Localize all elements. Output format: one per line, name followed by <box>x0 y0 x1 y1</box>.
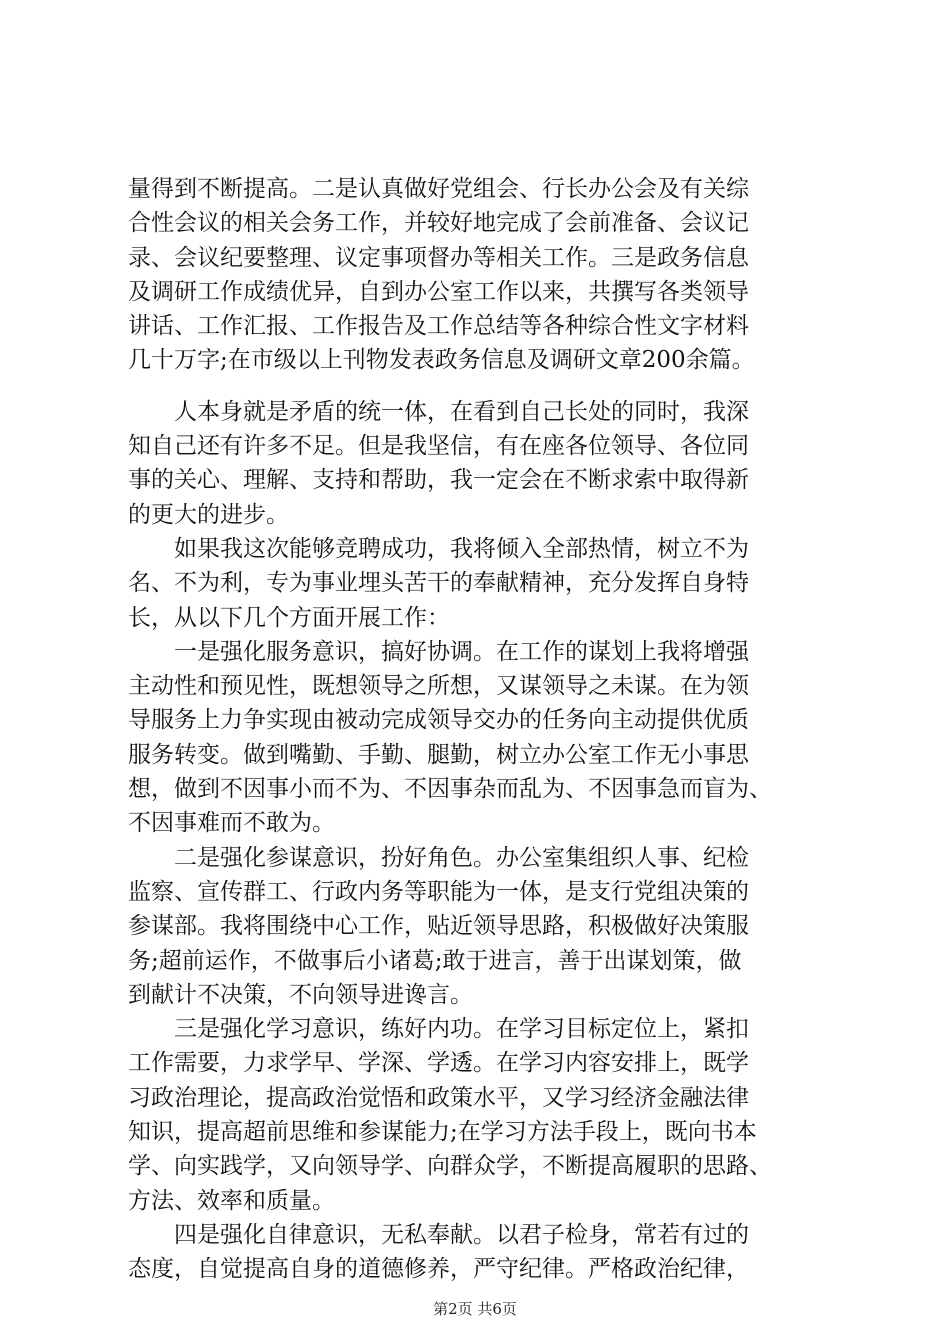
text-line: 主动性和预见性，既想领导之所想，又谋领导之未谋。在为领 <box>128 673 749 700</box>
text-line: 名、不为利，专为事业埋头苦干的奉献精神，充分发挥自身特 <box>128 570 749 597</box>
paragraph <box>128 172 828 378</box>
text-line: 不因事难而不敢为。 <box>128 810 335 837</box>
text-line: 量得到不断提高。二是认真做好党组会、行长办公会及有关综 <box>128 176 749 202</box>
paragraph <box>128 395 828 532</box>
text-line: 监察、宣传群工、行政内务等职能为一体，是支行党组决策的 <box>128 878 749 905</box>
text-line: 习政治理论，提高政治觉悟和政策水平，又学习经济金融法律 <box>128 1084 749 1111</box>
text-line: 导服务上力争实现由被动完成领导交办的任务向主动提供优质 <box>128 707 749 734</box>
text-line: 知识，提高超前思维和参谋能力;在学习方法手段上，既向书本 <box>128 1119 757 1146</box>
text-line: 态度，自觉提高自身的道德修养，严守纪律。严格政治纪律， <box>128 1256 749 1283</box>
text-line: 工作需要，力求学早、学深、学透。在学习内容安排上，既学 <box>128 1050 749 1077</box>
text-line: 想，做到不因事小而不为、不因事杂而乱为、不因事急而盲为、 <box>128 776 772 803</box>
text-line: 事的关心、理解、支持和帮助，我一定会在不断求索中取得新 <box>128 467 749 494</box>
text-line: 几十万字;在市级以上刊物发表政务信息及调研文章200余篇。 <box>128 347 755 374</box>
text-line: 服务转变。做到嘴勤、手勤、腿勤，树立办公室工作无小事思 <box>128 741 749 768</box>
text-line: 方法、效率和质量。 <box>128 1187 335 1214</box>
text-line: 三是强化学习意识，练好内功。在学习目标定位上，紧扣 <box>174 1016 749 1043</box>
text-line: 讲话、工作汇报、工作报告及工作总结等各种综合性文字材料 <box>128 313 749 340</box>
text-line: 的更大的进步。 <box>128 501 289 528</box>
text-line: 人本身就是矛盾的统一体，在看到自己长处的同时，我深 <box>174 398 749 425</box>
paragraph <box>128 532 828 635</box>
text-line: 参谋部。我将围绕中心工作，贴近领导思路，积极做好决策服 <box>128 913 749 940</box>
paragraph <box>128 1218 828 1287</box>
paragraph <box>128 1012 828 1218</box>
text-line: 录、会议纪要整理、议定事项督办等相关工作。三是政务信息 <box>128 244 749 271</box>
text-line: 务;超前运作，不做事后小诸葛;敢于进言，善于出谋划策，做 <box>128 947 742 974</box>
text-line: 学、向实践学，又向领导学、向群众学，不断提高履职的思路、 <box>128 1153 772 1180</box>
text-line: 到献计不决策，不向领导进谗言。 <box>128 981 473 1008</box>
text-line: 长，从以下几个方面开展工作： <box>128 604 450 631</box>
text-line: 四是强化自律意识，无私奉献。以君子检身，常若有过的 <box>174 1221 749 1248</box>
paragraph <box>128 841 828 1012</box>
paragraph-spacer <box>128 378 828 395</box>
text-line: 合性会议的相关会务工作，并较好地完成了会前准备、会议记 <box>128 210 749 237</box>
text-line: 二是强化参谋意识，扮好角色。办公室集组织人事、纪检 <box>174 844 749 871</box>
text-line: 如果我这次能够竞聘成功，我将倾入全部热情，树立不为 <box>174 535 749 562</box>
page-footer: 第2页 共6页 <box>433 1300 517 1318</box>
text-line: 知自己还有许多不足。但是我坚信，有在座各位领导、各位同 <box>128 433 749 460</box>
text-line: 一是强化服务意识，搞好协调。在工作的谋划上我将增强 <box>174 638 749 665</box>
text-line: 及调研工作成绩优异，自到办公室工作以来，共撰写各类领导 <box>128 278 749 305</box>
paragraph <box>128 635 828 841</box>
document-body <box>128 172 828 1287</box>
